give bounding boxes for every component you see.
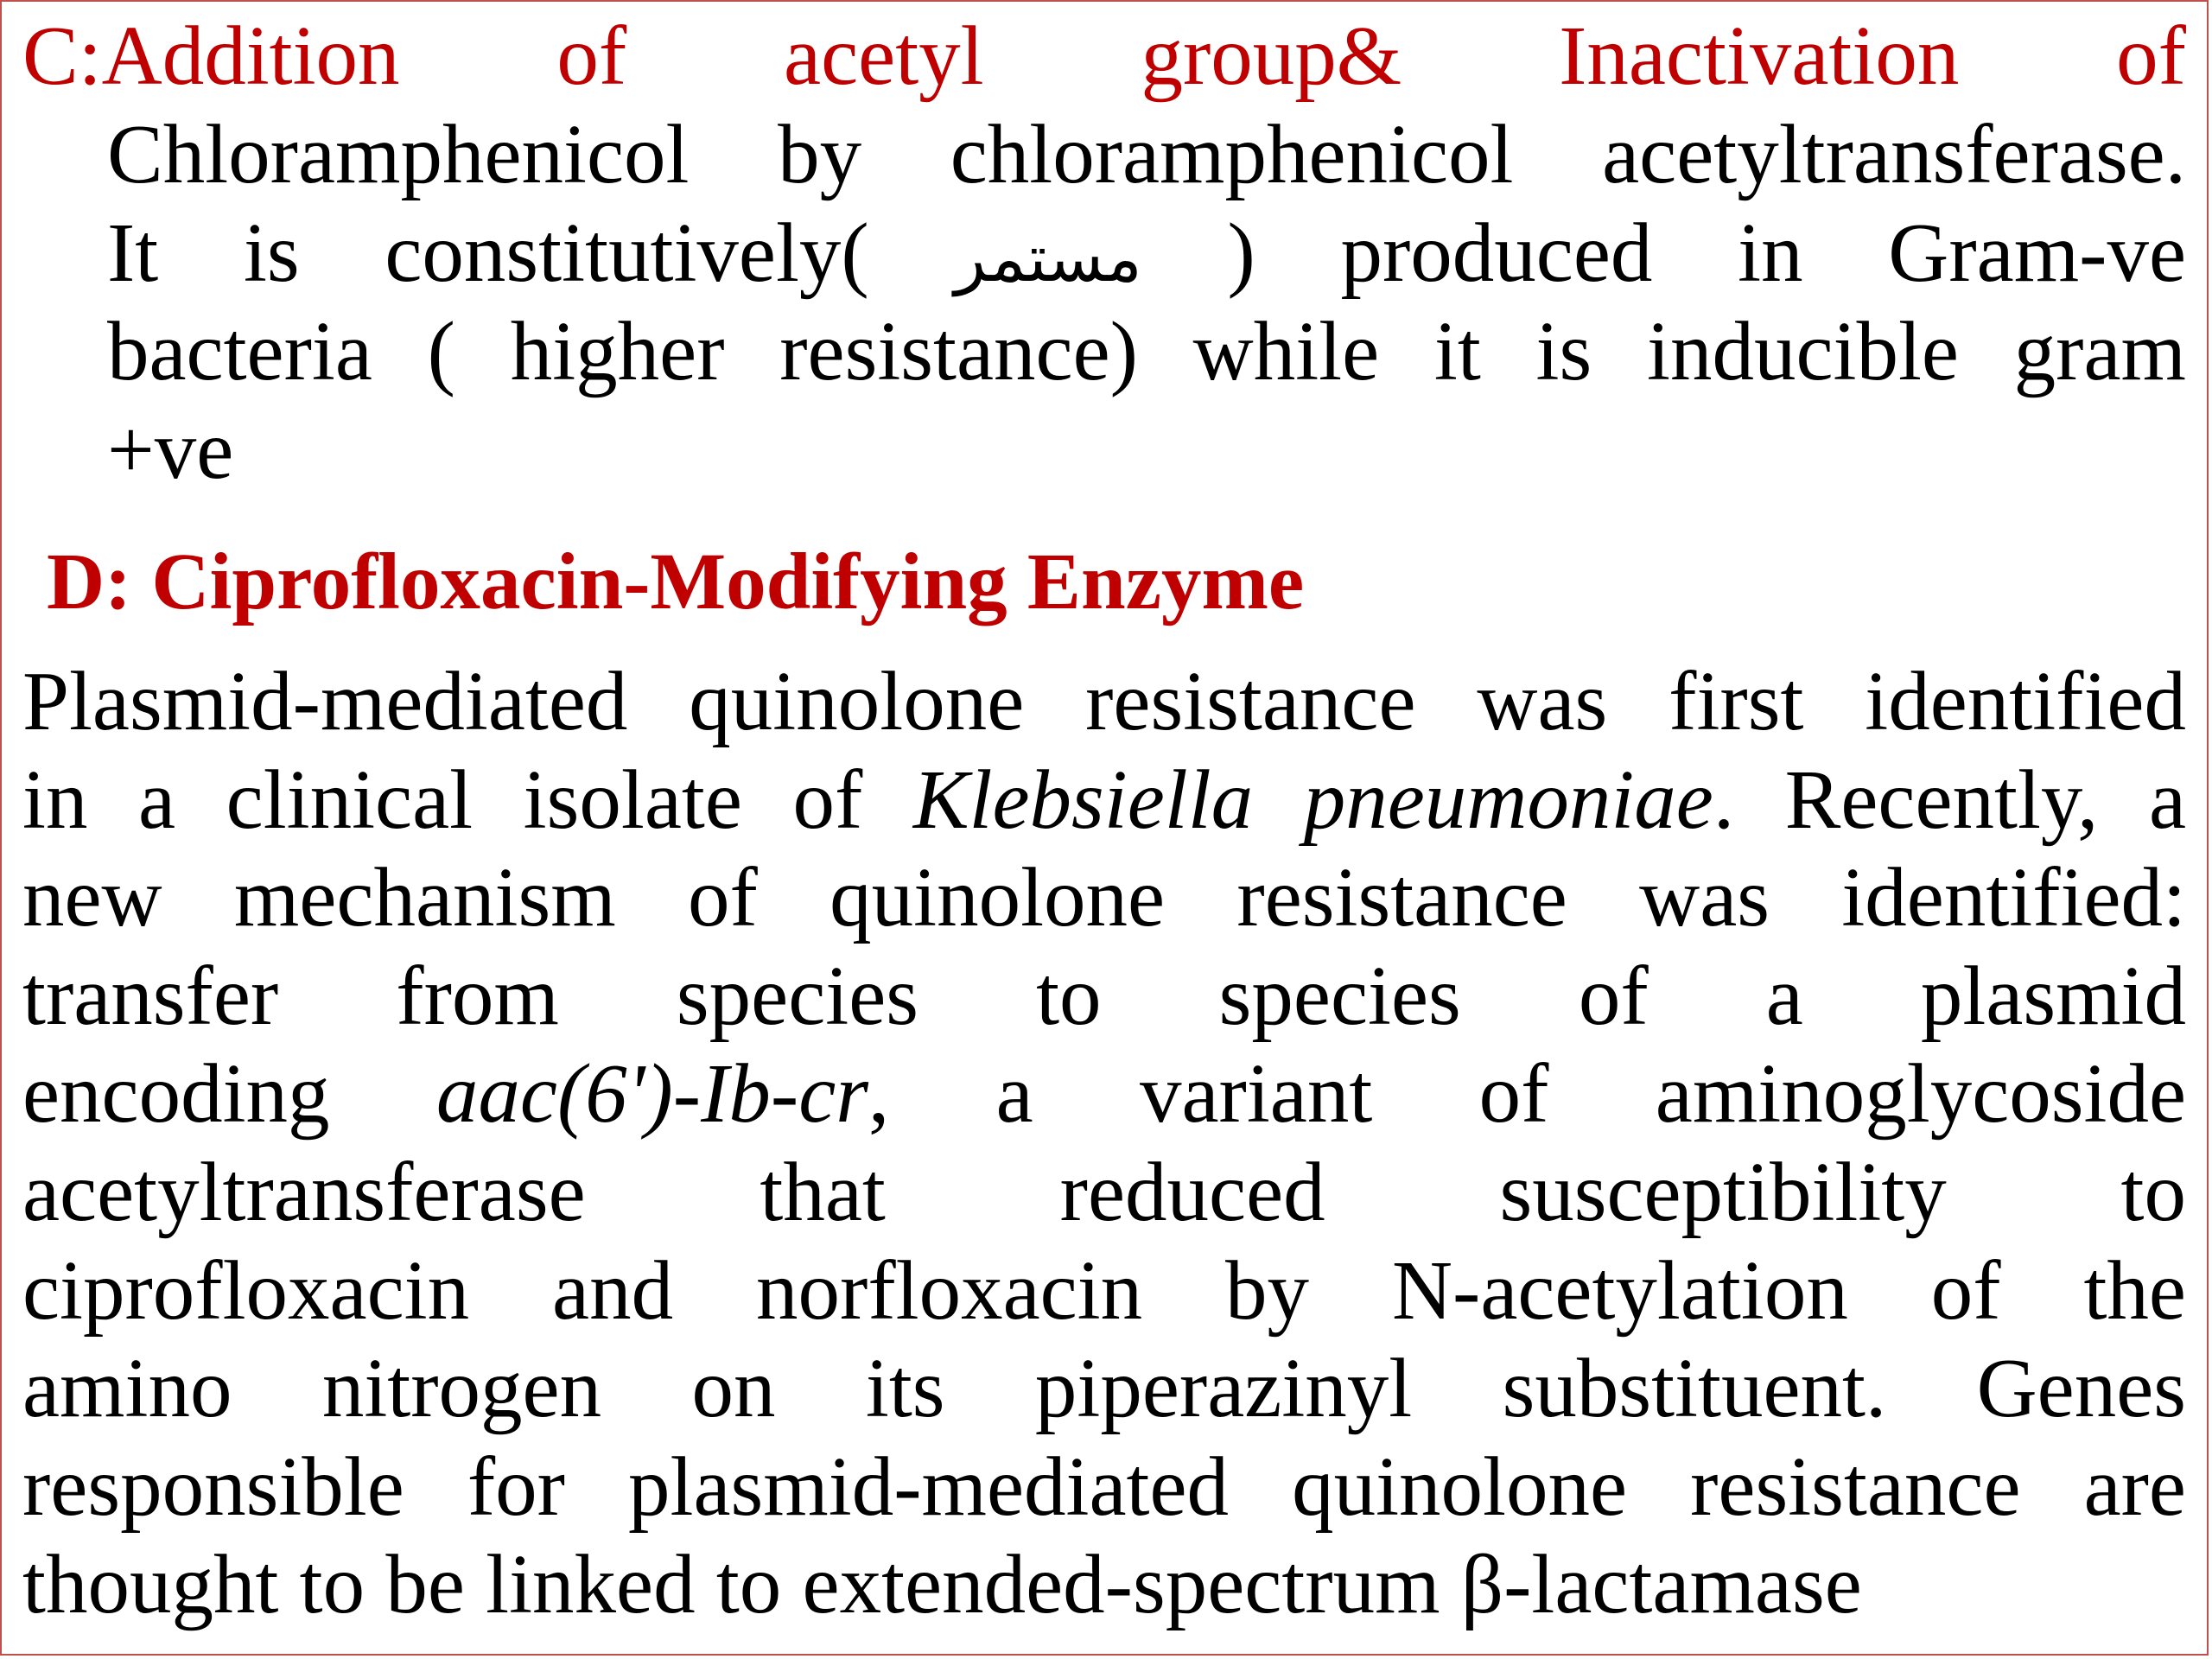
paragraph-line-7: ciprofloxacin and norfloxacin by N-acetylation of the — [22, 1243, 2186, 1337]
paragraph-line-2-after: . Recently, a — [1713, 753, 2186, 846]
section-c-line-3 — [22, 204, 2186, 302]
section-c-line-5: +ve — [107, 404, 234, 496]
arabic-word: مستمر — [954, 219, 1142, 296]
paragraph-line-5-before: encoding — [22, 1047, 436, 1141]
paragraph-line-6: acetyltransferase that reduced susceptibility to — [22, 1145, 2186, 1238]
gene-name: aac(6')-Ib-cr — [435, 1047, 869, 1141]
paragraph-line-5-after: , a variant of aminoglycoside — [868, 1047, 2186, 1141]
paragraph-line-5 — [22, 1045, 2186, 1143]
section-c-line-3-before: It is constitutively( — [107, 207, 869, 299]
section-d-body — [22, 652, 2186, 1634]
paragraph-line-3: new mechanism of quinolone resistance was identified: — [22, 851, 2186, 944]
section-d-heading: D: Ciprofloxacin-Modifying Enzyme — [47, 537, 1305, 626]
paragraph-line-10: thought to be linked to extended-spectrum β-lactamase — [22, 1538, 1862, 1631]
paragraph-line-1: Plasmid-mediated quinolone resistance was first identified — [22, 655, 2186, 747]
paragraph-line-9: responsible for plasmid-mediated quinolone resistance are — [22, 1440, 2186, 1533]
section-c-line-4: bacteria ( higher resistance) while it is inducible gram — [107, 305, 2186, 397]
paragraph-line-2 — [22, 751, 2186, 849]
section-c-line-2: Chloramphenicol by chloramphenicol acetyltransferase. — [107, 108, 2186, 200]
paragraph-line-2-before: in a clinical isolate of — [22, 753, 913, 846]
section-c-heading-line: C:Addition of acetyl group& Inactivation of — [22, 10, 2186, 102]
section-c — [22, 7, 2186, 499]
section-d — [22, 533, 2186, 632]
species-name: Klebsiella pneumoniae — [912, 753, 1713, 846]
section-c-line-3-after: ) produced in Gram-ve — [1227, 207, 2186, 299]
paragraph-line-8: amino nitrogen on its piperazinyl substituent. Genes — [22, 1342, 2186, 1435]
paragraph-line-4: transfer from species to species of a plasmid — [22, 949, 2186, 1042]
